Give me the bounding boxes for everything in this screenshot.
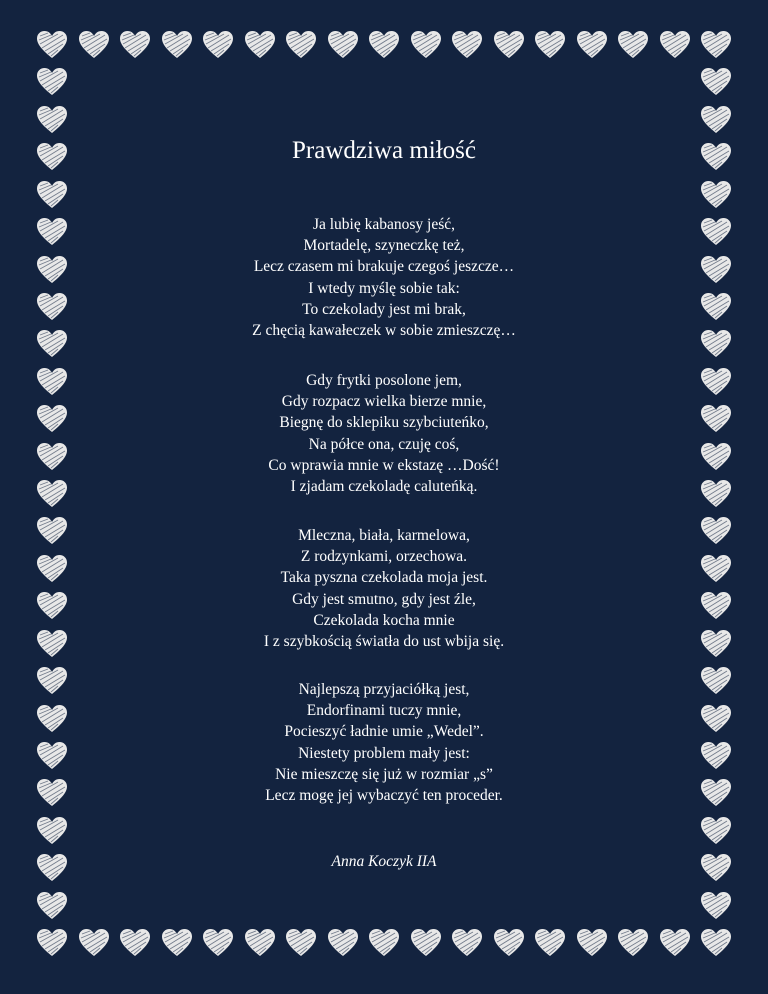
poem-line: Ja lubię kabanosy jeść, — [312, 216, 456, 233]
scribble-heart-icon — [36, 554, 68, 584]
scribble-heart-icon — [285, 30, 317, 60]
stanza-2 — [120, 370, 648, 497]
scribble-heart-icon — [36, 853, 68, 883]
poem-line: Mortadelę, szyneczkę też, — [303, 237, 465, 255]
scribble-heart-icon — [36, 404, 68, 434]
scribble-heart-icon — [36, 142, 68, 172]
poem-line: Niestety problem mały jest: — [298, 744, 470, 762]
poem-line: Lecz mogę jej wybaczyć ten proceder. — [265, 787, 503, 805]
scribble-heart-icon — [700, 30, 732, 60]
scribble-heart-icon — [576, 928, 608, 958]
scribble-heart-icon — [617, 30, 649, 60]
scribble-heart-icon — [36, 105, 68, 135]
scribble-heart-icon — [410, 928, 442, 958]
scribble-heart-icon — [78, 928, 110, 958]
scribble-heart-icon — [36, 479, 68, 509]
scribble-heart-icon — [36, 591, 68, 621]
scribble-heart-icon — [36, 704, 68, 734]
poem-line: Na półce ona, czuję coś, — [308, 435, 460, 453]
scribble-heart-icon — [700, 591, 732, 621]
scribble-heart-icon — [36, 30, 68, 60]
poem-line: Co wprawia mnie w ekstazę …Dość! — [268, 456, 500, 474]
poem-line: To czekolady jest mi brak, — [302, 300, 466, 318]
scribble-heart-icon — [36, 666, 68, 696]
scribble-heart-icon — [244, 928, 276, 958]
scribble-heart-icon — [36, 778, 68, 808]
scribble-heart-icon — [36, 292, 68, 322]
scribble-heart-icon — [410, 30, 442, 60]
scribble-heart-icon — [36, 442, 68, 472]
scribble-heart-icon — [36, 816, 68, 846]
scribble-heart-icon — [244, 30, 276, 60]
poem-line: Lecz czasem mi brakuje czegoś jeszcze… — [253, 258, 515, 276]
scribble-heart-icon — [78, 30, 110, 60]
scribble-heart-icon — [161, 928, 193, 958]
scribble-heart-icon — [119, 928, 151, 958]
scribble-heart-icon — [327, 928, 359, 958]
scribble-heart-icon — [700, 442, 732, 472]
scribble-heart-icon — [36, 928, 68, 958]
poem-line: Endorfinami tuczy mnie, — [306, 702, 462, 720]
scribble-heart-icon — [700, 404, 732, 434]
scribble-heart-icon — [700, 255, 732, 285]
scribble-heart-icon — [161, 30, 193, 60]
scribble-heart-icon — [700, 367, 732, 397]
poem-line: Gdy frytki posolone jem, — [306, 372, 462, 389]
scribble-heart-icon — [202, 30, 234, 60]
scribble-heart-icon — [617, 928, 649, 958]
scribble-heart-icon — [700, 928, 732, 958]
scribble-heart-icon — [451, 928, 483, 958]
scribble-heart-icon — [659, 928, 691, 958]
scribble-heart-icon — [700, 666, 732, 696]
scribble-heart-icon — [36, 367, 68, 397]
scribble-heart-icon — [700, 891, 732, 921]
scribble-heart-icon — [202, 928, 234, 958]
poem-line: Z chęcią kawałeczek w sobie zmieszczę… — [252, 322, 516, 340]
poem-author: Anna Koczyk IIA — [331, 853, 437, 870]
scribble-heart-icon — [534, 928, 566, 958]
poem-line: I zjadam czekoladę caluteńką. — [290, 478, 478, 496]
stanza-1 — [120, 214, 648, 341]
scribble-heart-icon — [700, 554, 732, 584]
poem-line: Najlepszą przyjaciółką jest, — [298, 681, 470, 698]
scribble-heart-icon — [700, 704, 732, 734]
scribble-heart-icon — [534, 30, 566, 60]
scribble-heart-icon — [36, 180, 68, 210]
scribble-heart-icon — [700, 105, 732, 135]
poem-line: Biegnę do sklepiku szybciuteńko, — [279, 414, 489, 432]
scribble-heart-icon — [576, 30, 608, 60]
scribble-heart-icon — [36, 217, 68, 247]
scribble-heart-icon — [700, 67, 732, 97]
scribble-heart-icon — [285, 928, 317, 958]
scribble-heart-icon — [36, 629, 68, 659]
scribble-heart-icon — [700, 292, 732, 322]
scribble-heart-icon — [700, 816, 732, 846]
scribble-heart-icon — [700, 479, 732, 509]
poem-line: Gdy rozpacz wielka bierze mnie, — [281, 393, 487, 411]
scribble-heart-icon — [36, 255, 68, 285]
scribble-heart-icon — [36, 516, 68, 546]
poem-line: Z rodzynkami, orzechowa. — [300, 548, 468, 566]
scribble-heart-icon — [659, 30, 691, 60]
scribble-heart-icon — [368, 928, 400, 958]
scribble-heart-icon — [700, 217, 732, 247]
scribble-heart-icon — [700, 516, 732, 546]
poem-line: Nie mieszczę się już w rozmiar „s” — [275, 765, 493, 783]
scribble-heart-icon — [36, 891, 68, 921]
poem-line: Gdy jest smutno, gdy jest źle, — [292, 590, 476, 608]
poem-line: I z szybkością światła do ust wbija się. — [263, 633, 505, 651]
scribble-heart-icon — [700, 142, 732, 172]
poem-title: Prawdziwa miłość — [292, 137, 476, 164]
scribble-heart-icon — [119, 30, 151, 60]
poem-line: I wtedy myślę sobie tak: — [308, 279, 460, 297]
stanza-3 — [120, 525, 648, 652]
scribble-heart-icon — [700, 853, 732, 883]
scribble-heart-icon — [36, 329, 68, 359]
stanza-4 — [120, 679, 648, 806]
scribble-heart-icon — [36, 741, 68, 771]
scribble-heart-icon — [700, 180, 732, 210]
scribble-heart-icon — [451, 30, 483, 60]
scribble-heart-icon — [700, 778, 732, 808]
scribble-heart-icon — [700, 741, 732, 771]
scribble-heart-icon — [36, 67, 68, 97]
scribble-heart-icon — [327, 30, 359, 60]
poem-line: Czekolada kocha mnie — [313, 611, 455, 629]
poem-line: Pocieszyć ładnie umie „Wedel”. — [284, 723, 484, 741]
poem-line: Mleczna, biała, karmelowa, — [298, 527, 470, 544]
scribble-heart-icon — [493, 928, 525, 958]
poem-line: Taka pyszna czekolada moja jest. — [280, 569, 488, 587]
scribble-heart-icon — [700, 629, 732, 659]
scribble-heart-icon — [368, 30, 400, 60]
scribble-heart-icon — [700, 329, 732, 359]
scribble-heart-icon — [493, 30, 525, 60]
